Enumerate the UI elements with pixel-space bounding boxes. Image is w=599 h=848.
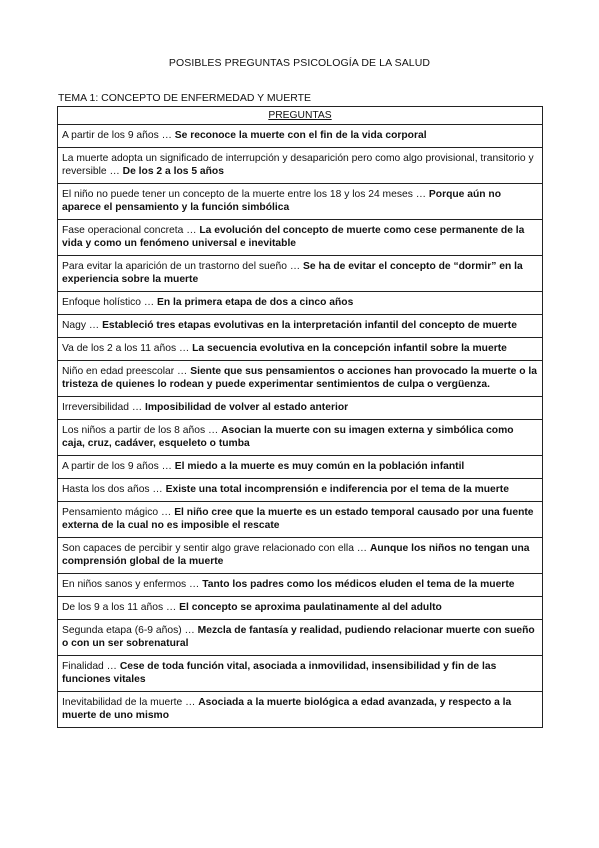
question-text: Son capaces de percibir y sentir algo grave relacionado con ella … [62,543,370,554]
question-text: La muerte adopta un significado de interrupción y desaparición pero como algo provisional, transitorio y reversible … [62,153,534,177]
question-text: De los 9 a los 11 años … [62,602,180,613]
table-row [58,315,543,338]
table-row [58,597,543,620]
table-row [58,361,543,397]
question-cell [58,620,543,656]
answer-text: La evolución del concepto de muerte como cese permanente de la vida y como un fenómeno universal e inevitable [62,225,525,249]
answer-text: Porque aún no aparece el pensamiento y la función simbólica [62,189,502,213]
question-text: En niños sanos y enfermos … [62,579,203,590]
question-cell [58,656,543,692]
table-row [58,256,543,292]
answer-text: La secuencia evolutiva en la concepción infantil sobre la muerte [192,343,507,354]
answer-text: Asocian la muerte con su imagen externa y simbólica como caja, cruz, cadáver, esqueleto o tumba [62,425,514,449]
question-cell [58,456,543,479]
question-text: Los niños a partir de los 8 años … [62,425,222,436]
question-cell [58,538,543,574]
answer-text: El concepto se aproxima paulatinamente al del adulto [179,602,442,613]
table-row [58,420,543,456]
question-cell [58,692,543,728]
question-cell [58,315,543,338]
table-row [58,338,543,361]
table-row [58,148,543,184]
answer-text: En la primera etapa de dos a cinco años [157,297,354,308]
answer-text: El miedo a la muerte es muy común en la población infantil [174,461,465,472]
question-cell [58,397,543,420]
answer-text: Aunque los niños no tengan una comprensión global de la muerte [62,543,530,567]
table-row [58,479,543,502]
question-cell [58,597,543,620]
answer-text: Asociada a la muerte biológica a edad avanzada, y respecto a la muerte de uno mismo [62,697,512,721]
table-header: PREGUNTAS [58,107,543,125]
question-text: A partir de los 9 años … [62,461,175,472]
question-cell [58,184,543,220]
question-text: Nagy … [62,320,103,331]
answer-text: Mezcla de fantasía y realidad, pudiendo relacionar muerte con sueño o con un ser sobrenatural [62,625,535,649]
question-text: Inevitabilidad de la muerte … [62,697,199,708]
answer-text: Imposibilidad de volver al estado anterior [144,402,349,413]
table-row [58,397,543,420]
question-text: Niño en edad preescolar … [62,366,191,377]
question-text: A partir de los 9 años … [62,130,175,141]
answer-text: Cese de toda función vital, asociada a inmovilidad, insensibilidad y fin de las funciones vitales [62,661,497,685]
question-text: Pensamiento mágico … [62,507,175,518]
table-header-row [58,107,543,125]
table-row [58,574,543,597]
question-text: Para evitar la aparición de un trastorno del sueño … [62,261,303,272]
question-cell [58,574,543,597]
table-row [58,620,543,656]
table-row [58,502,543,538]
table-row [58,184,543,220]
table-row [58,692,543,728]
question-cell [58,361,543,397]
question-cell [58,256,543,292]
question-cell [58,420,543,456]
question-cell [58,148,543,184]
question-text: Finalidad … [62,661,120,672]
question-cell [58,125,543,148]
questions-table-body [58,125,543,728]
question-text: Hasta los dos años … [62,484,166,495]
section-heading: TEMA 1: CONCEPTO DE ENFERMEDAD Y MUERTE [58,92,312,104]
answer-text: Estableció tres etapas evolutivas en la interpretación infantil del concepto de muerte [102,320,517,331]
question-cell [58,479,543,502]
question-text: Irreversibilidad … [62,402,145,413]
question-cell [58,220,543,256]
answer-text: De los 2 a los 5 años [122,166,224,177]
questions-table [57,106,543,728]
answer-text: Se ha de evitar el concepto de “dormir” en la experiencia sobre la muerte [62,261,523,285]
table-row [58,538,543,574]
answer-text: Siente que sus pensamientos o acciones han provocado la muerte o la tristeza de quienes lo rodean y puede experimentar sentimientos de culpa o vergüenza. [62,366,537,390]
answer-text: Tanto los padres como los médicos eluden el tema de la muerte [202,579,515,590]
answer-text: El niño cree que la muerte es un estado temporal causado por una fuente externa de la cual no es imposible el rescate [62,507,534,531]
table-row [58,456,543,479]
answer-text: Existe una total incomprensión e indiferencia por el tema de la muerte [165,484,509,495]
question-text: Fase operacional concreta … [62,225,200,236]
document-title: POSIBLES PREGUNTAS PSICOLOGÍA DE LA SALUD [168,57,431,69]
question-text: El niño no puede tener un concepto de la muerte entre los 18 y los 24 meses … [62,189,429,200]
answer-text: Se reconoce la muerte con el fin de la vida corporal [174,130,427,141]
question-cell [58,502,543,538]
table-row [58,292,543,315]
question-text: Va de los 2 a los 11 años … [62,343,193,354]
table-row [58,656,543,692]
question-cell [58,292,543,315]
question-text: Segunda etapa (6-9 años) … [62,625,198,636]
question-text: Enfoque holístico … [62,297,158,308]
question-cell [58,338,543,361]
table-row [58,220,543,256]
table-row [58,125,543,148]
